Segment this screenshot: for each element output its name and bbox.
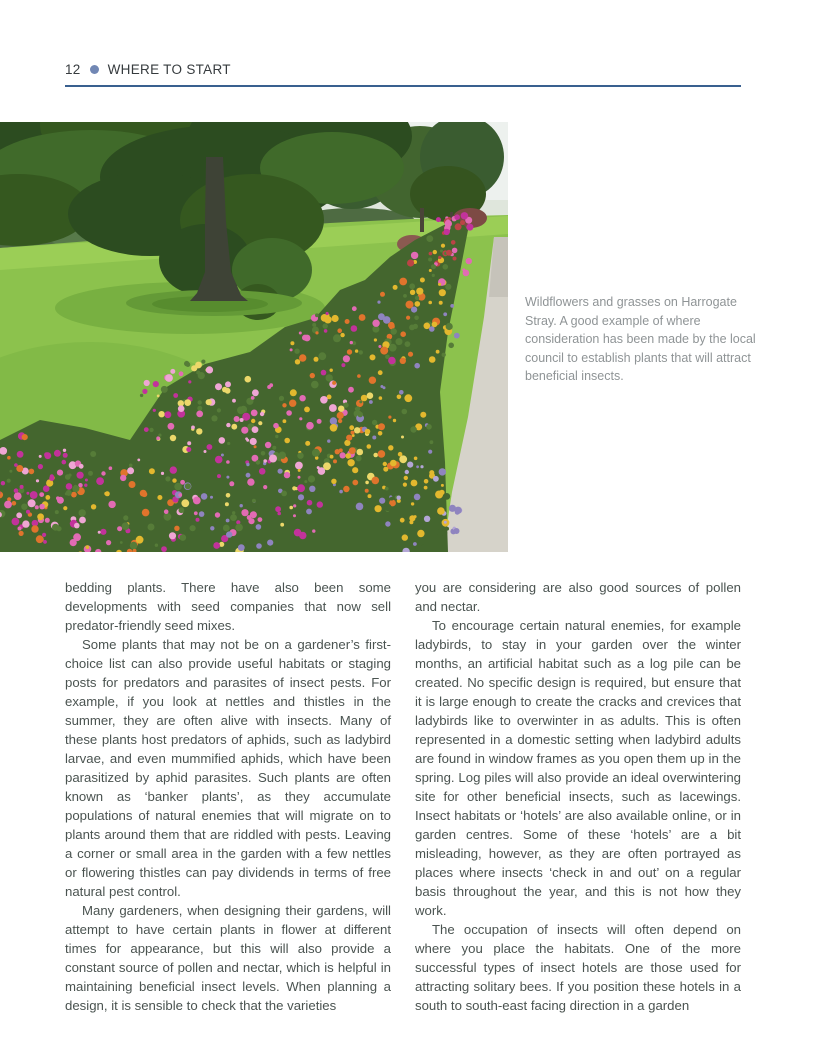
paragraph: you are considering are also good sources of pollen and nectar.: [415, 580, 741, 614]
paragraph: To encourage certain natural enemies, for example ladybirds, to stay in your garden over the winter months, an artificial habitat such as a log pile can be created. No specific design is required, but ensure that it is large enough to create the cracks and crevices that ladybirds like to overwinter in as adults. This is often represented in a domestic setting when ladybird adults are found in window frames as you open them up in the spring. Log piles will also provide an ideal overwintering site for other beneficial insects, such as lacewings. Insect habitats or ‘hotels’ are also available online, or in garden centres. Some of these ‘hotels’ are a bit misleading, however, as they are often portrayed as places where insects ‘check in and out’ on a regular basis throughout the year, and this is not how they work.: [415, 618, 741, 918]
right-column: [415, 578, 741, 1015]
paragraph: The occupation of insects will often depend on where you place the habitats. One of the more successful types of insect hotels are those used for attracting solitary bees. If you position these hotels in a south to south-east facing direction in a garden: [415, 922, 741, 1013]
park-photo: [0, 122, 508, 552]
section-title: WHERE TO START: [107, 62, 231, 77]
body-text: [65, 578, 741, 1015]
section-marker-dot: [90, 65, 99, 74]
park-photo-art: [0, 122, 508, 552]
photo-caption: Wildflowers and grasses on Harrogate Stray. A good example of where consideration has been made by the local council to establish plants that will attract beneficial insects.: [525, 295, 756, 384]
header-rule: [65, 85, 741, 87]
running-head: [65, 62, 231, 77]
paragraph: Some plants that may not be on a gardener’s first-choice list can also provide useful habitats or staging posts for predators and parasites of insect pests. For example, if you look at nettles and thistles in the summer, they are often alive with insects. Many of these plants host predators of aphids, such as ladybird larvae, and even mummified aphids, which have been parasitized by aphid parasites. Such plants are often known as ‘banker plants’, as they accumulate populations of natural enemies that will migrate on to plants around them that are riddled with pests. Leaving a corner or small area in the garden with a few nettles or flowering thistles can pay dividends in terms of free natural pest control.: [65, 637, 391, 899]
left-column: [65, 578, 391, 1015]
paragraph: Many gardeners, when designing their gardens, will attempt to have certain plants in flower at different times for appearance, but this will also provide a constant source of pollen and nectar, which is helpful in maintaining beneficial insect levels. When planning a design, it is sensible to check that the varieties: [65, 903, 391, 1013]
page-number: 12: [65, 62, 81, 77]
paragraph: bedding plants. There have also been some developments with seed companies that now sell predator-friendly seed mixes.: [65, 580, 391, 633]
